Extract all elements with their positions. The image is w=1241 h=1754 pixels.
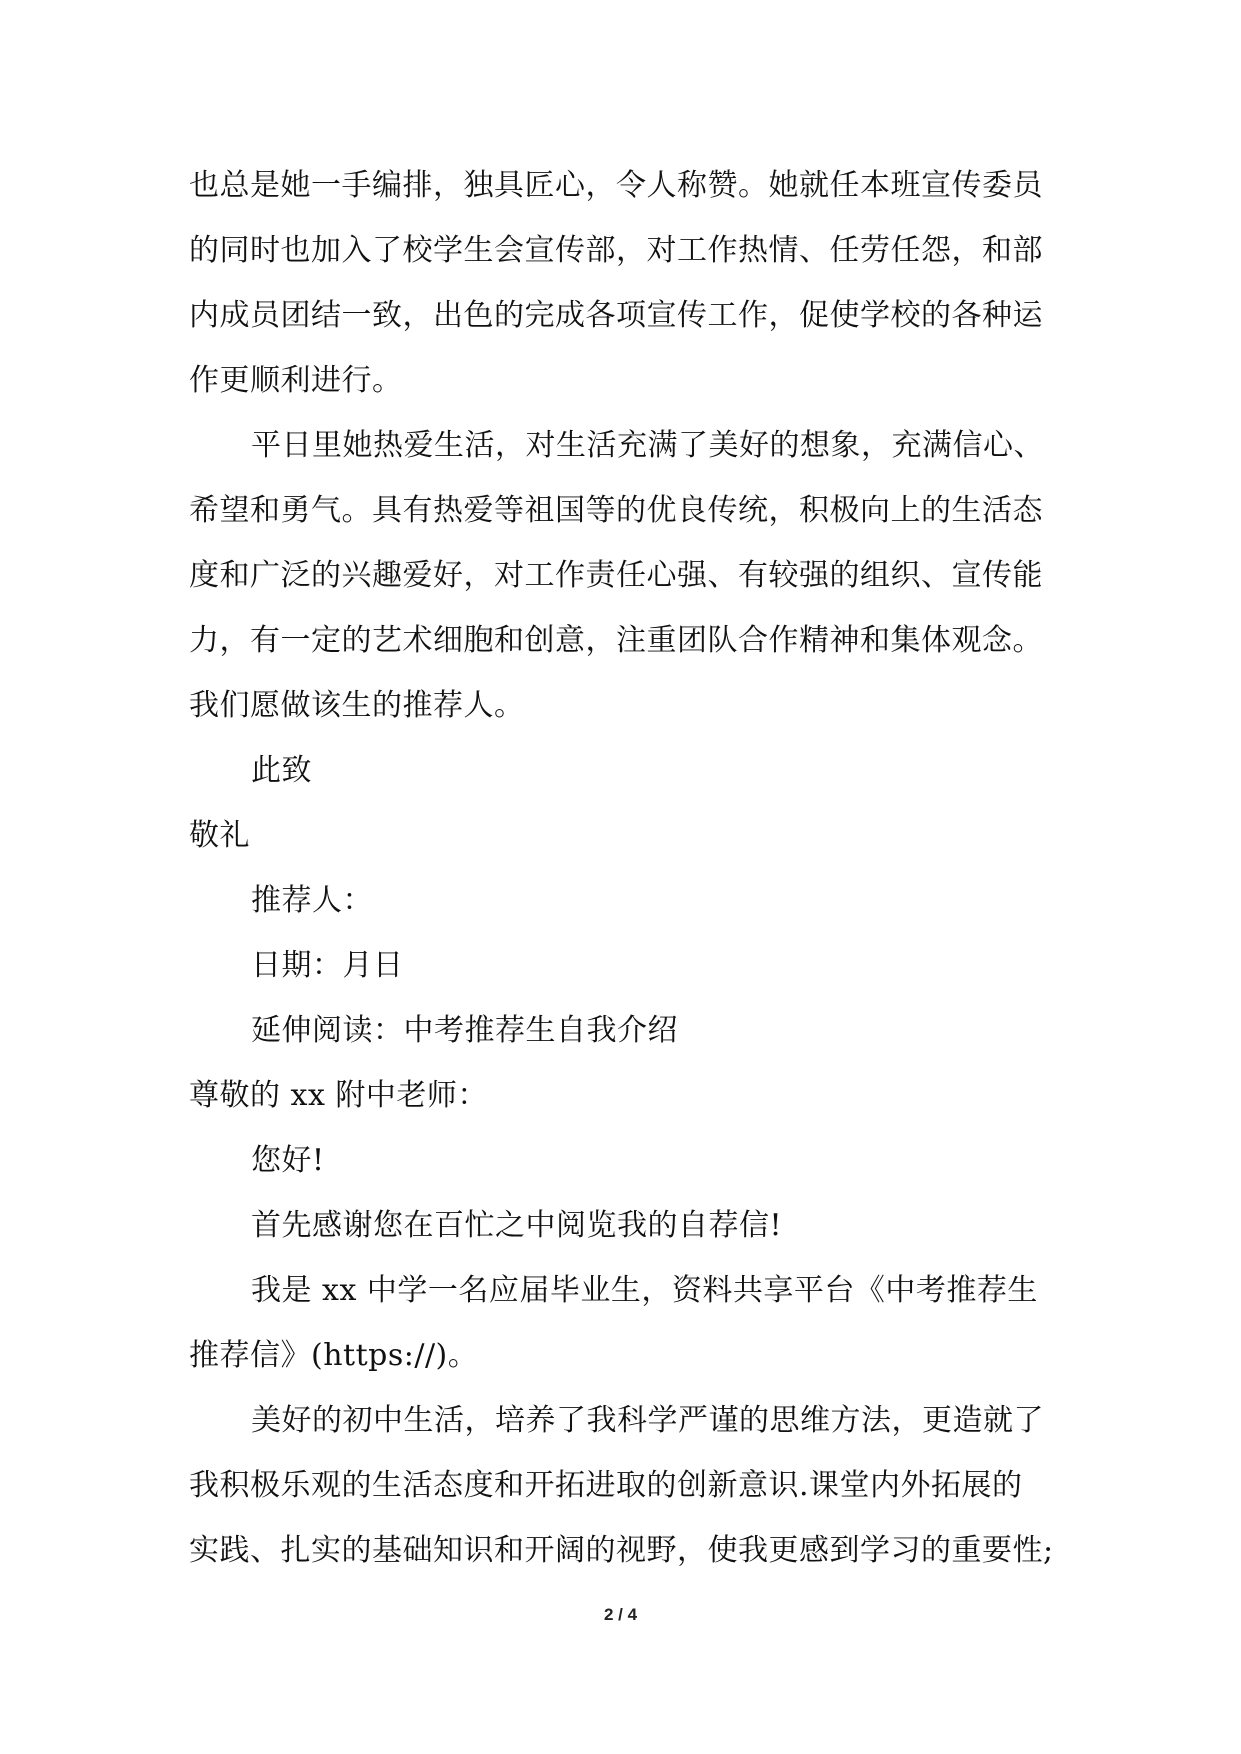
text-line: 的同时也加入了校学生会宣传部，对工作热情、任劳任怨，和部 xyxy=(189,233,1043,268)
closing-regards: 敬礼 xyxy=(189,818,250,853)
closing-salutation: 此致 xyxy=(251,753,312,788)
text-line: 希望和勇气。具有热爱等祖国等的优良传统，积极向上的生活态 xyxy=(189,493,1043,528)
text-line: 力，有一定的艺术细胞和创意，注重团队合作精神和集体观念。 xyxy=(189,623,1043,658)
text-line: 我积极乐观的生活态度和开拓进取的创新意识.课堂内外拓展的 xyxy=(189,1468,1023,1503)
page-number: 2 / 4 xyxy=(603,1605,638,1624)
recommender-label: 推荐人： xyxy=(251,883,373,918)
text-line: 平日里她热爱生活，对生活充满了美好的想象，充满信心、 xyxy=(251,428,1044,463)
text-line: 内成员团结一致，出色的完成各项宣传工作，促使学校的各种运 xyxy=(189,298,1043,333)
text-line: 您好! xyxy=(251,1143,325,1178)
text-line: 首先感谢您在百忙之中阅览我的自荐信! xyxy=(251,1208,783,1243)
extended-reading-heading: 延伸阅读：中考推荐生自我介绍 xyxy=(251,1013,678,1048)
document-body xyxy=(189,153,1059,1583)
text-line: 我是 xx 中学一名应届毕业生，资料共享平台《中考推荐生 xyxy=(251,1273,1038,1308)
text-line: 实践、扎实的基础知识和开阔的视野，使我更感到学习的重要性; xyxy=(189,1533,1054,1568)
text-line: 度和广泛的兴趣爱好，对工作责任心强、有较强的组织、宣传能 xyxy=(189,558,1043,593)
text-line: 推荐信》(https://)。 xyxy=(189,1338,479,1373)
text-line: 也总是她一手编排，独具匠心，令人称赞。她就任本班宣传委员 xyxy=(189,168,1043,203)
greeting-line: 尊敬的 xx 附中老师： xyxy=(189,1078,488,1113)
date-label: 日期：月日 xyxy=(251,948,404,983)
text-line: 我们愿做该生的推荐人。 xyxy=(189,688,525,723)
text-line: 作更顺利进行。 xyxy=(189,363,403,398)
text-line: 美好的初中生活，培养了我科学严谨的思维方法，更造就了 xyxy=(251,1403,1044,1438)
